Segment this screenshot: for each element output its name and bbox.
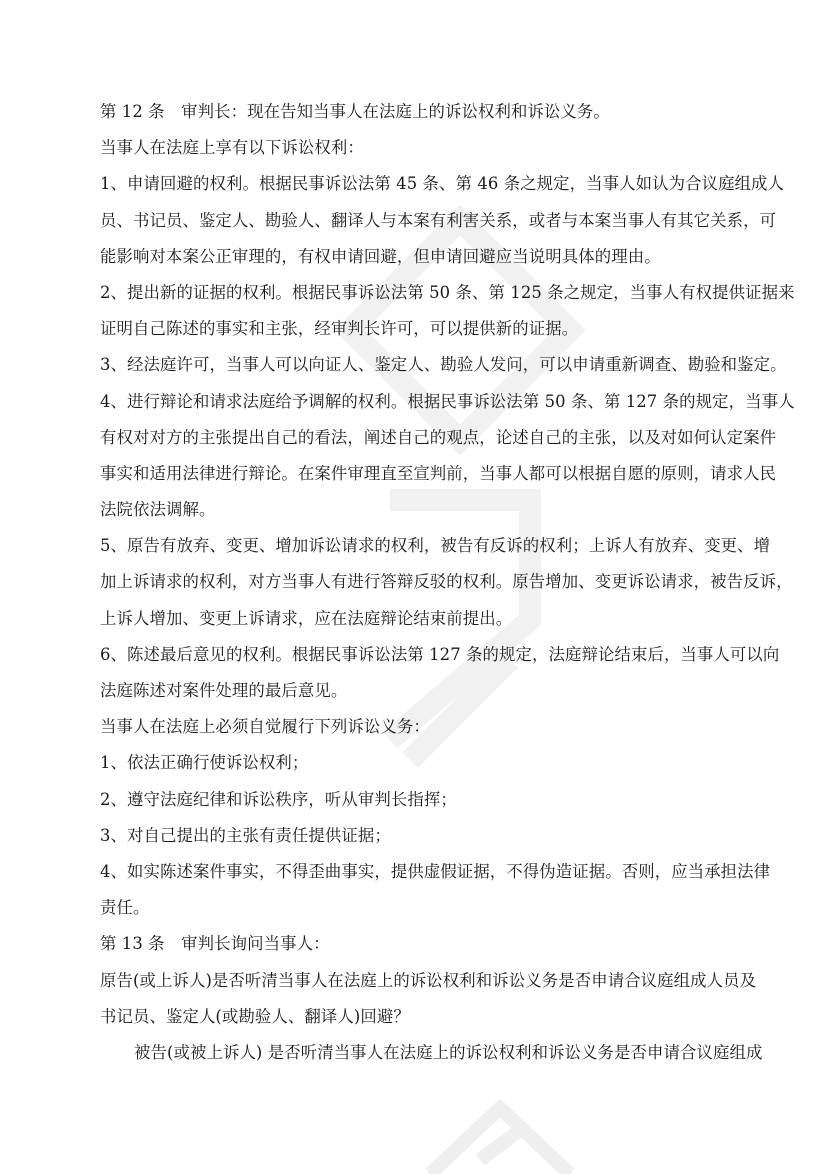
right-3-line-1: 3、经法庭许可，当事人可以向证人、鉴定人、勘验人发问，可以申请重新调查、勘验和鉴定。	[100, 355, 787, 375]
right-2-line-1: 2、提出新的证据的权利。根据民事诉讼法第 50 条、第 125 条之规定，当事人有权提供证据来	[100, 282, 795, 302]
article-12-heading: 第 12 条 审判长：现在告知当事人在法庭上的诉讼权利和诉讼义务。	[100, 102, 610, 121]
duty-4-line-1: 4、如实陈述案件事实，不得歪曲事实，提供虚假证据，不得伪造证据。否则，应当承担法律	[100, 861, 771, 881]
defendant-question-line-1: 被告(或被上诉人) 是否听清当事人在法庭上的诉讼权利和诉讼义务是否申请合议庭组成	[134, 1042, 763, 1062]
rights-intro: 当事人在法庭上享有以下诉讼权利：	[100, 138, 364, 158]
right-2-line-2: 证明自己陈述的事实和主张，经审判长许可，可以提供新的证据。	[100, 319, 579, 339]
right-4-line-1: 4、进行辩论和请求法庭给予调解的权利。根据民事诉讼法第 50 条、第 127 条的规定，当事人	[100, 391, 795, 411]
duty-2: 2、遵守法庭纪律和诉讼秩序，听从审判长指挥；	[100, 789, 457, 809]
right-4-line-4: 法院依法调解。	[100, 500, 216, 520]
right-1-line-2: 员、书记员、鉴定人、勘验人、翻译人与本案有利害关系，或者与本案当事人有其它关系，可	[100, 210, 777, 230]
duty-4-line-2: 责任。	[100, 898, 150, 918]
right-6-line-2: 法庭陈述对案件处理的最后意见。	[100, 681, 348, 700]
plaintiff-question-line-1: 原告(或上诉人)是否听清当事人在法庭上的诉讼权利和诉讼义务是否申请合议庭组成人员及	[100, 970, 757, 990]
watermark-corner-icon	[420, 1100, 580, 1174]
article-13-heading: 第 13 条 审判长询问当事人：	[100, 934, 330, 954]
right-5-line-1: 5、原告有放弃、变更、增加诉讼请求的权利，被告有反诉的权利；上诉人有放弃、变更、增	[100, 536, 771, 556]
plaintiff-question-line-2: 书记员、鉴定人(或勘验人、翻译人)回避？	[100, 1006, 410, 1026]
right-4-line-2: 有权对对方的主张提出自己的看法，阐述自己的观点，论述自己的主张，以及对如何认定案件	[100, 427, 777, 447]
right-1-line-3: 能影响对本案公正审理的，有权申请回避，但申请回避应当说明具体的理由。	[100, 246, 661, 266]
duties-intro: 当事人在法庭上必须自觉履行下列诉讼义务：	[100, 717, 430, 737]
document-body	[100, 94, 795, 1071]
duty-3: 3、对自己提出的主张有责任提供证据；	[100, 825, 391, 845]
right-1-line-1: 1、申请回避的权利。根据民事诉讼法第 45 条、第 46 条之规定，当事人如认为合议庭组成人	[100, 174, 785, 194]
right-6-line-1: 6、陈述最后意见的权利。根据民事诉讼法第 127 条的规定，法庭辩论结束后，当事人可以向	[100, 644, 780, 664]
right-5-line-3: 上诉人增加、变更上诉请求，应在法庭辩论结束前提出。	[100, 608, 513, 628]
right-4-line-3: 事实和适用法律进行辩论。在案件审理直至宣判前，当事人都可以根据自愿的原则，请求人民	[100, 463, 777, 483]
right-5-line-2: 加上诉请求的权利，对方当事人有进行答辩反驳的权利。原告增加、变更诉讼请求，被告反诉，	[100, 572, 793, 592]
duty-1: 1、依法正确行使诉讼权利；	[100, 753, 309, 773]
